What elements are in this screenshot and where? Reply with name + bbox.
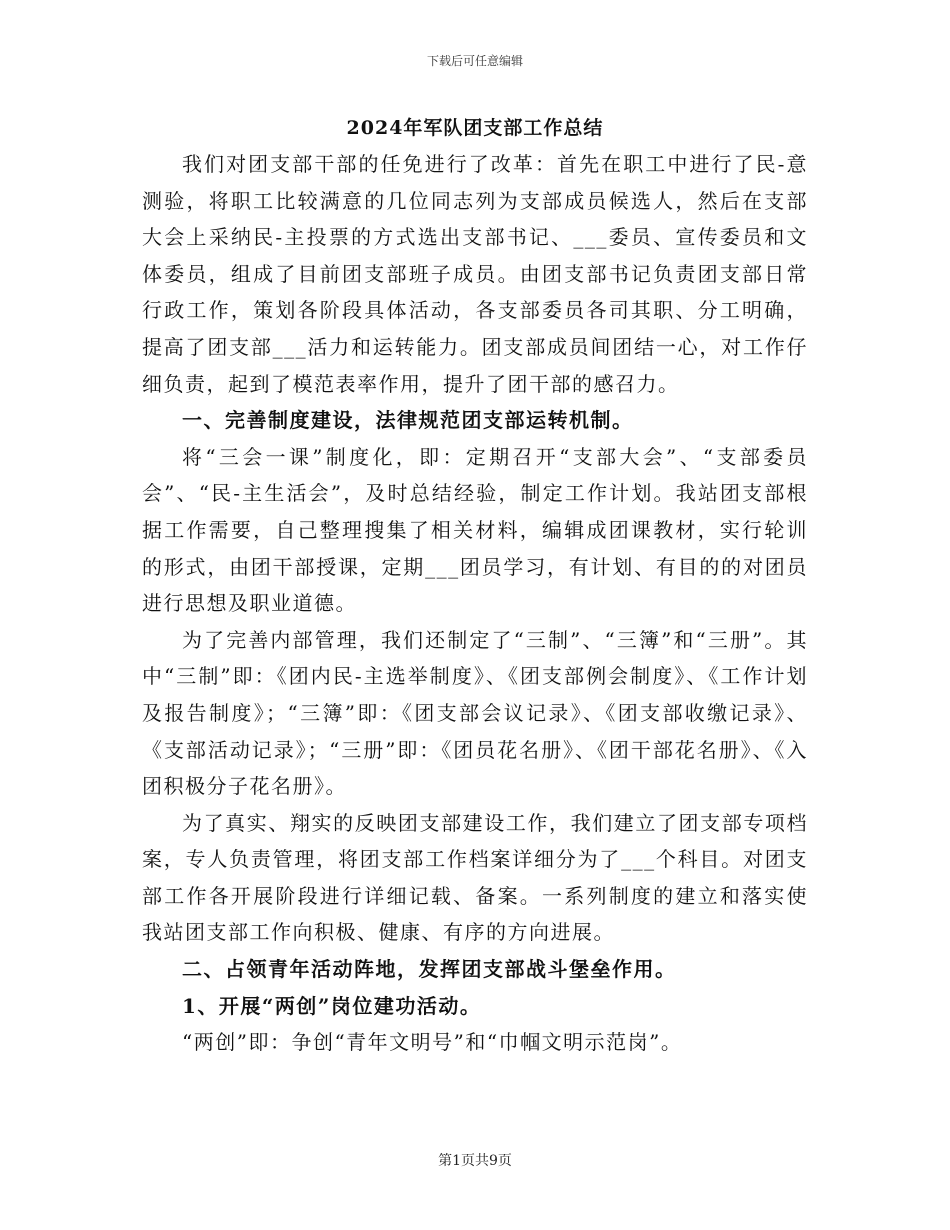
- section-heading-1: 一、完善制度建设，法律规范团支部运转机制。: [182, 408, 634, 433]
- paragraph-archives: 为了真实、翔实的反映团支部建设工作，我们建立了团支部专项档案，专人负责管理，将团支部工作档案详细分为了___个科目。对团支部工作各开展阶段进行详细记载、备案。一系列制度的建立和落实使我站团支部工作向积极、健康、有序的方向进展。: [142, 810, 808, 945]
- paragraph-two-creations: “两创”即：争创“青年文明号”和“巾帼文明示范岗”。: [182, 1030, 683, 1055]
- document-title: 2024年军队团支部工作总结: [346, 117, 604, 139]
- section-heading-2: 二、占领青年活动阵地，发挥团支部战斗堡垒作用。: [182, 957, 677, 982]
- document-body: [142, 112, 808, 1061]
- paragraph-internal-management: 为了完善内部管理，我们还制定了“三制”、“三簿”和“三册”。其中“三制”即：《团内民-主选举制度》、《团支部例会制度》、《工作计划及报告制度》；“三簿”即：《团支部会议记录》、《团支部收缴记录》、《支部活动记录》；“三册”即：《团员花名册》、《团干部花名册》、《入团积极分子花名册》。: [142, 627, 808, 799]
- page-number: 第1页共9页: [438, 1153, 512, 1169]
- subsection-heading-1: 1、开展“两创”岗位建功活动。: [182, 993, 482, 1018]
- paragraph-three-meetings: 将“三会一课”制度化，即：定期召开“支部大会”、“支部委员会”、“民-主生活会”，及时总结经验，制定工作计划。我站团支部根据工作需要，自己整理搜集了相关材料，编辑成团课教材，实行轮训的形式，由团干部授课，定期___团员学习，有计划、有目的的对团员进行思想及职业道德。: [142, 444, 808, 616]
- paragraph-cadre-reform: 我们对团支部干部的任免进行了改革：首先在职工中进行了民-意测验，将职工比较满意的几位同志列为支部成员候选人，然后在支部大会上采纳民-主投票的方式选出支部书记、___委员、宣传委员和文体委员，组成了目前团支部班子成员。由团支部书记负责团支部日常行政工作，策划各阶段具体活动，各支部委员各司其职、分工明确，提高了团支部___活力和运转能力。团支部成员间团结一心，对工作仔细负责，起到了模范表率作用，提升了团干部的感召力。: [142, 152, 808, 396]
- page-header-note: 下载后可任意编辑: [426, 54, 523, 68]
